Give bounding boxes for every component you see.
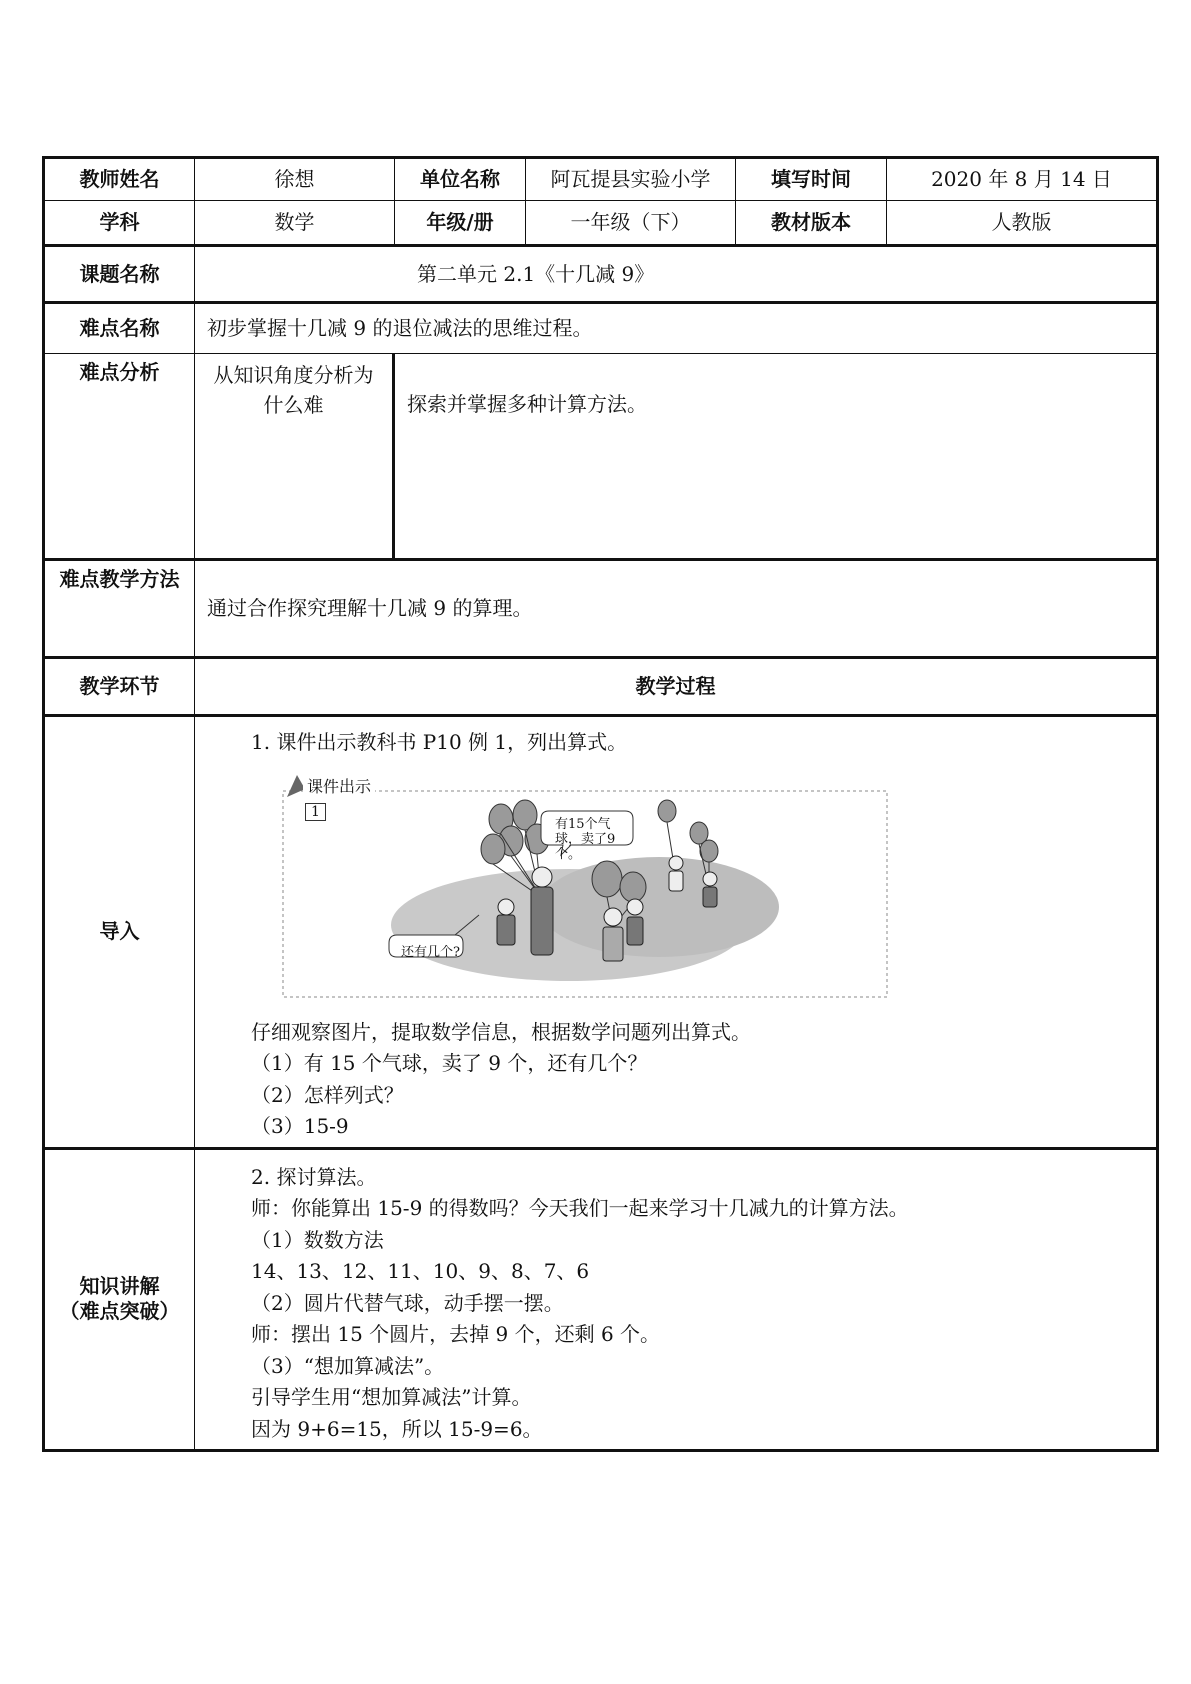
- subject-label: 学科: [44, 201, 195, 246]
- intro-content: [195, 716, 1158, 1149]
- topic-value: 第二单元 2.1《十几减 9》: [195, 246, 1158, 303]
- edition-label: 教材版本: [736, 201, 887, 246]
- fill-date-value: 2020 年 8 月 14 日: [887, 158, 1158, 201]
- explain-line-7: （3）“想加算减法”。: [251, 1353, 445, 1378]
- explain-line-9: 因为 9+6=15，所以 15-9=6。: [251, 1416, 543, 1441]
- unit-name-value: 阿瓦提县实验小学: [526, 158, 736, 201]
- analysis-cell: [195, 354, 1158, 560]
- method-label: 难点教学方法: [44, 560, 195, 658]
- intro-line-2: 仔细观察图片，提取数学信息，根据数学问题列出算式。: [251, 1019, 751, 1044]
- teacher-name-label: 教师姓名: [44, 158, 195, 201]
- explain-line-5: （2）圆片代替气球，动手摆一摆。: [251, 1290, 564, 1315]
- unit-name-label: 单位名称: [395, 158, 526, 201]
- topic-label: 课题名称: [44, 246, 195, 303]
- process-header-label: 教学过程: [195, 658, 1158, 716]
- explain-label-line2: （难点突破）: [59, 1299, 180, 1324]
- analysis-question-line2: 什么难: [263, 393, 324, 417]
- analysis-question: [195, 354, 395, 558]
- grade-label: 年级/册: [395, 201, 526, 246]
- explain-line-3: （1）数数方法: [251, 1227, 384, 1252]
- method-value: 通过合作探究理解十几减 9 的算理。: [195, 560, 1158, 658]
- analysis-answer: 探索并掌握多种计算方法。: [407, 392, 647, 416]
- courseware-tag: 课件出示: [303, 771, 375, 803]
- explain-content: [195, 1148, 1158, 1451]
- analysis-question-line1: 从知识角度分析为: [213, 363, 374, 387]
- subject-value: 数学: [195, 201, 395, 246]
- intro-label: 导入: [44, 716, 195, 1149]
- teacher-name-value: 徐想: [195, 158, 395, 201]
- explain-line-8: 引导学生用“想加算减法”计算。: [251, 1385, 532, 1409]
- edition-value: 人教版: [887, 201, 1158, 246]
- analysis-label: 难点分析: [44, 354, 195, 560]
- intro-line-4: （2）怎样列式？: [251, 1082, 404, 1107]
- difficulty-label: 难点名称: [44, 303, 195, 354]
- explain-label: [44, 1148, 195, 1451]
- fill-date-label: 填写时间: [736, 158, 887, 201]
- explain-line-2: 师：你能算出 15-9 的得数吗？今天我们一起来学习十几减九的计算方法。: [251, 1196, 909, 1220]
- grade-value: 一年级（下）: [526, 201, 736, 246]
- speech-bubble-balloons: 有15个气球，卖了9个。: [555, 816, 616, 862]
- intro-line-3: （1）有 15 个气球，卖了 9 个，还有几个？: [251, 1051, 648, 1075]
- speech-bubble-question: 还有几个?: [401, 944, 460, 960]
- explain-line-6: 师：摆出 15 个圆片，去掉 9 个，还剩 6 个。: [251, 1322, 661, 1346]
- explain-label-line1: 知识讲解: [79, 1274, 160, 1299]
- explain-line-1: 2. 探讨算法。: [251, 1164, 377, 1189]
- explain-line-4: 14、13、12、11、10、9、8、7、6: [251, 1259, 590, 1283]
- stage-header-label: 教学环节: [44, 658, 195, 716]
- lesson-plan-table: [42, 156, 1159, 1452]
- difficulty-value: 初步掌握十几减 9 的退位减法的思维过程。: [195, 303, 1158, 354]
- courseware-illustration: [279, 767, 899, 1001]
- example-number: 1: [305, 803, 326, 821]
- intro-line-5: （3）15-9: [251, 1114, 349, 1138]
- intro-line-1: 1. 课件出示教科书 P10 例 1，列出算式。: [251, 730, 628, 754]
